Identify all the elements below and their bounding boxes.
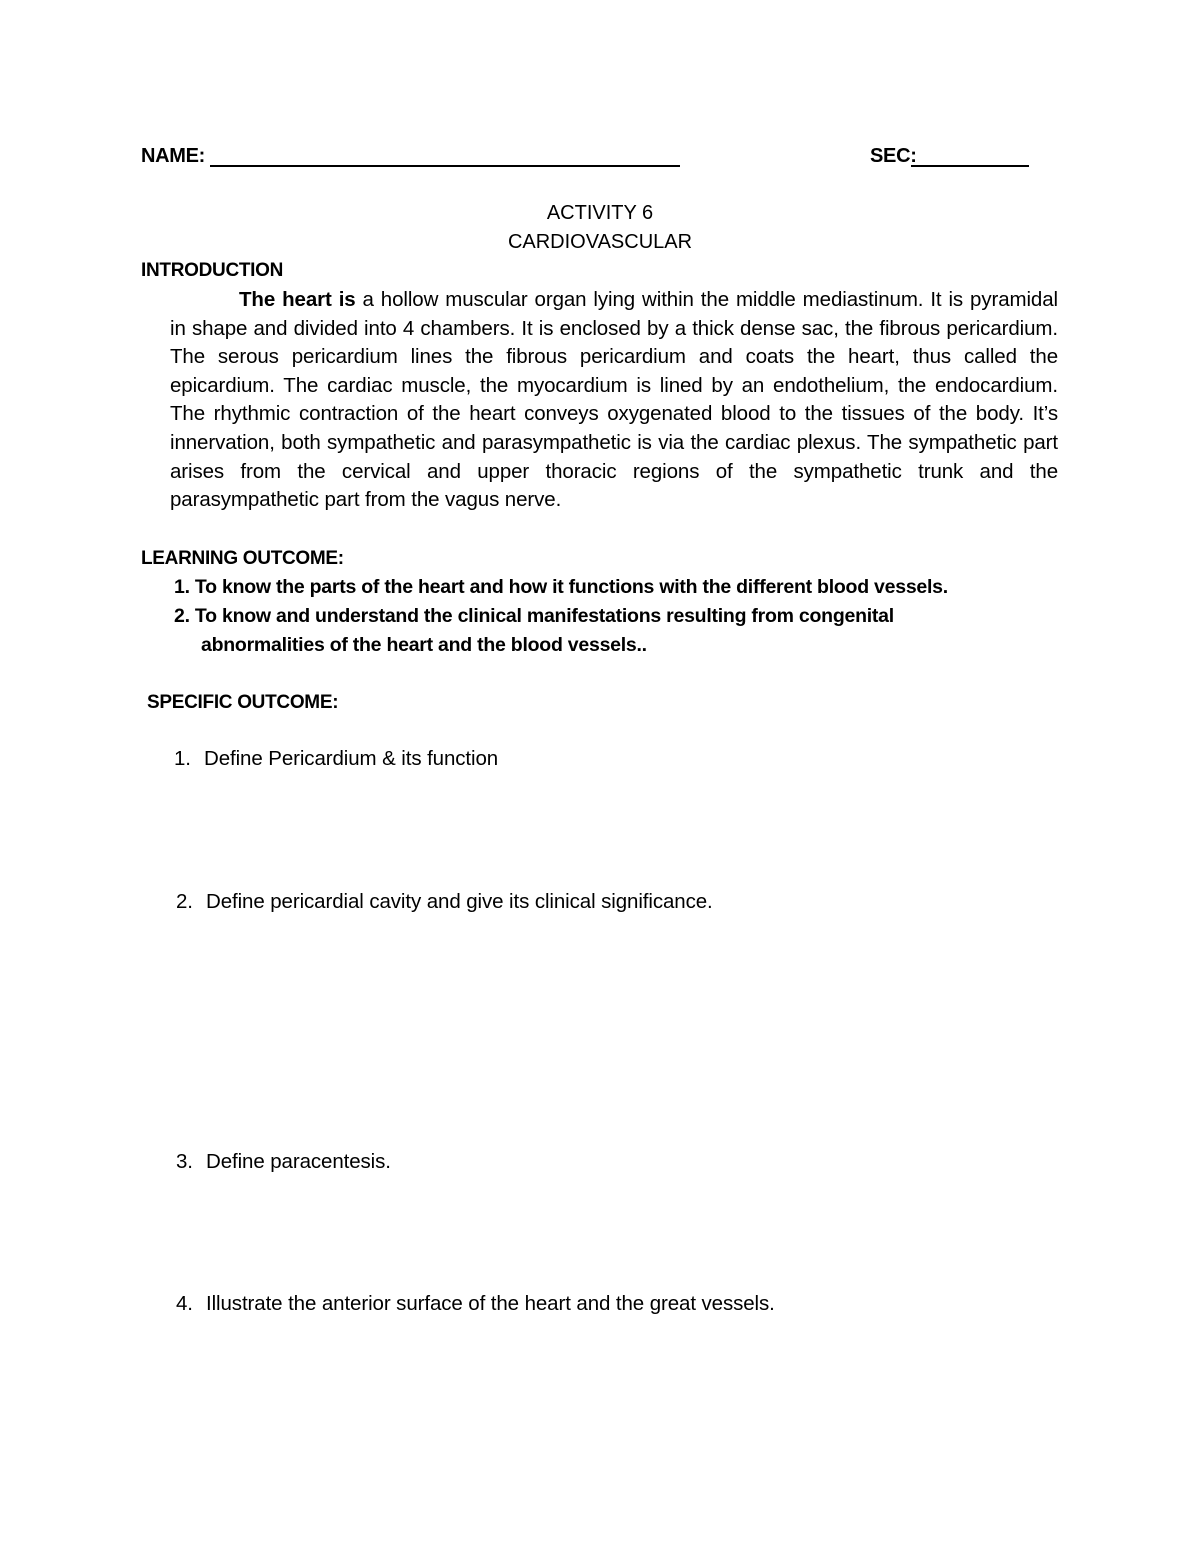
sec-label: SEC: — [870, 145, 917, 167]
learning-outcome-item-2-cont: abnormalities of the heart and the blood vessels.. — [201, 634, 647, 656]
activity-title: ACTIVITY 6 — [546, 202, 654, 224]
sec-blank-line[interactable] — [911, 165, 1029, 167]
question-1 — [174, 747, 498, 771]
question-number: 2. — [176, 890, 193, 913]
question-text: Define pericardial cavity and give its clinical significance. — [206, 890, 713, 913]
name-blank-line[interactable] — [210, 165, 680, 167]
question-number: 3. — [176, 1150, 193, 1173]
question-text: Define paracentesis. — [206, 1150, 391, 1173]
question-text: Define Pericardium & its function — [204, 747, 499, 770]
intro-bold-lead: The heart — [239, 288, 332, 311]
introduction-paragraph — [170, 286, 1058, 515]
question-2 — [176, 890, 713, 914]
learning-outcome-heading: LEARNING OUTCOME: — [141, 548, 344, 569]
name-label: NAME: — [141, 145, 206, 167]
intro-body-text: a hollow muscular organ lying within the middle mediastinum. It is pyramidal in shape and divided into 4 chambers. It is enclosed by a thick dense sac, the fibrous pericardium. The serous pericardium lines the fibrous pericardium and coats the heart, thus called the epicardium. The cardiac muscle, the myocardium is lined by an endothelium, the endocardium. The rhythmic contraction of the heart conveys oxygenated blood to the tissues of the body. It’s innervation, both sympathetic and parasympathetic is via the cardiac plexus. The sympathetic part arises from the cervical and upper thoracic regions of the sympathetic trunk and the parasympathetic part from the vagus nerve. — [170, 288, 1058, 512]
introduction-heading: INTRODUCTION — [141, 260, 284, 281]
specific-outcome-heading: SPECIFIC OUTCOME: — [147, 692, 339, 713]
question-number: 4. — [176, 1292, 193, 1315]
activity-subtitle: CARDIOVASCULAR — [507, 231, 693, 253]
question-text: Illustrate the anterior surface of the heart and the great vessels. — [206, 1292, 775, 1315]
question-3 — [176, 1150, 391, 1174]
question-number: 1. — [174, 747, 191, 770]
learning-outcome-item-2: 2. To know and understand the clinical manifestations resulting from congenital — [174, 605, 894, 627]
learning-outcome-item-1: 1. To know the parts of the heart and how it functions with the different blood vessels. — [174, 576, 948, 598]
intro-bold-verb: is — [338, 288, 356, 311]
question-4 — [176, 1292, 775, 1316]
